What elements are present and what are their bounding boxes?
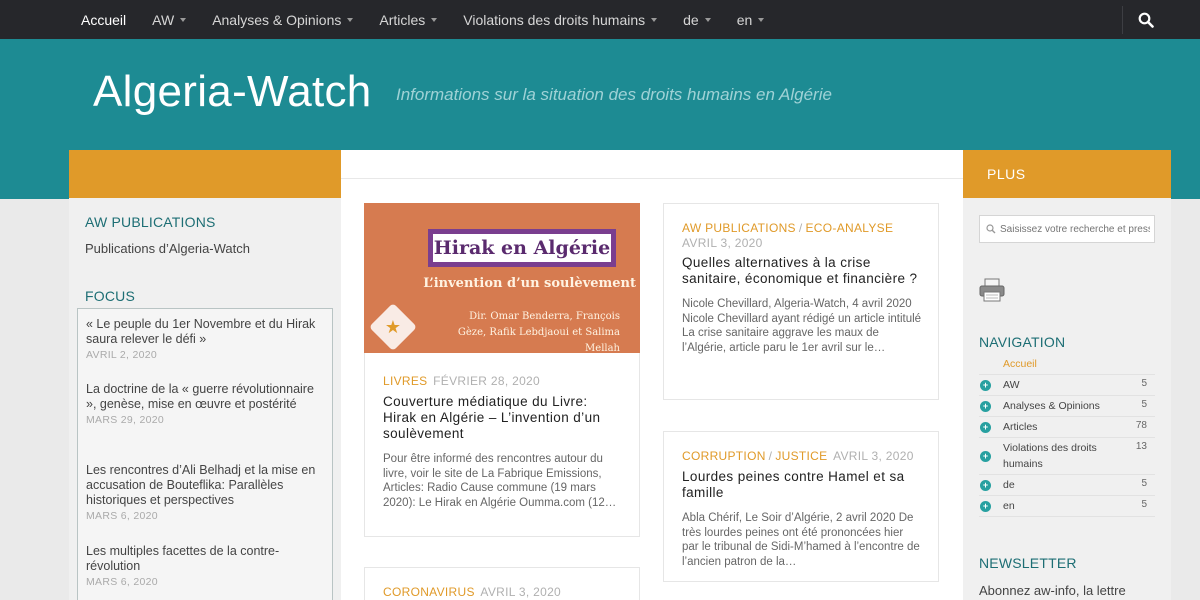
category-separator: / — [768, 449, 773, 463]
post-meta — [383, 585, 623, 599]
expand-plus-icon[interactable]: + — [980, 451, 991, 462]
expand-plus-icon[interactable]: + — [980, 380, 991, 391]
post-excerpt: Abla Chérif, Le Soir d’Algérie, 2 avril 2020 De très lourdes peines ont été prononcées hier par le tribunal de Sidi-M’hamed à l’encontre de l’ancien patron de la… — [682, 512, 920, 568]
search-icon — [986, 224, 996, 234]
featured-star-icon: ★ — [369, 303, 417, 351]
right-band — [963, 150, 1171, 198]
nav-menu — [0, 0, 777, 39]
post-excerpt: Pour être informé des rencontres autour du livre, voir le site de La Fabrique Emissions, Articles: Radio Cause commune (19 mars 2020): Le Hirak en Algérie Oumma.com (12… — [383, 453, 617, 509]
nav-list-count: 5 — [1141, 378, 1147, 389]
nav-divider — [1122, 6, 1123, 34]
nav-item-analyses[interactable] — [199, 0, 366, 39]
caret-down-icon — [758, 18, 764, 22]
nav-item-de[interactable] — [670, 0, 724, 39]
focus-list — [77, 308, 333, 600]
focus-item-date: AVRIL 2, 2020 — [86, 349, 158, 361]
post-thumbnail[interactable] — [364, 203, 640, 353]
top-navigation — [0, 0, 1200, 39]
publications-link[interactable]: Publications d’Algeria-Watch — [85, 241, 250, 256]
left-band — [69, 150, 341, 198]
search-input[interactable] — [1000, 224, 1150, 235]
nav-list-count: 5 — [1141, 499, 1147, 510]
post-title[interactable]: Lourdes peines contre Hamel et sa famille — [682, 469, 905, 500]
nav-item-label: de — [683, 11, 699, 28]
focus-item-date: MARS 6, 2020 — [86, 510, 158, 522]
post-date: AVRIL 3, 2020 — [480, 585, 562, 599]
thumbnail-subtitle: L’invention d’un soulèvement — [423, 276, 636, 291]
nav-list-item-aw[interactable] — [979, 375, 1155, 396]
left-sidebar — [69, 198, 341, 600]
nav-list-label[interactable]: Violations des droits humains — [1003, 442, 1097, 470]
expand-plus-icon[interactable]: + — [980, 422, 991, 433]
newsletter-text: Abonnez aw-info, la lettre — [979, 583, 1126, 598]
nav-list-label[interactable]: Accueil — [1003, 358, 1037, 370]
content-divider — [341, 178, 963, 179]
nav-list-label[interactable]: de — [1003, 479, 1015, 491]
focus-item-title[interactable]: « Le peuple du 1er Novembre et du Hirak saura relever le défi » — [86, 317, 316, 346]
focus-item[interactable] — [86, 544, 326, 588]
thumbnail-title: Hirak en Algérie — [433, 237, 611, 259]
right-sidebar — [963, 198, 1171, 600]
focus-item-date: MARS 29, 2020 — [86, 414, 165, 426]
nav-list-item-violations[interactable] — [979, 438, 1155, 475]
printer-icon-graphic — [979, 278, 1005, 302]
expand-plus-icon[interactable]: + — [980, 480, 991, 491]
nav-list-label[interactable]: en — [1003, 500, 1015, 512]
focus-title: FOCUS — [85, 288, 135, 304]
caret-down-icon — [180, 18, 186, 22]
nav-list-count: 78 — [1135, 420, 1147, 431]
nav-list-count: 5 — [1141, 478, 1147, 489]
caret-down-icon — [347, 18, 353, 22]
search-icon — [1138, 12, 1154, 28]
caret-down-icon — [431, 18, 437, 22]
focus-item-title[interactable]: Les multiples facettes de la contre-révolution — [86, 544, 280, 573]
nav-item-aw[interactable] — [139, 0, 199, 39]
thumbnail-authors: Dir. Omar Benderra, François Gèze, Rafik Lebdjaoui et Salima Mellah — [457, 311, 620, 353]
nav-list-count: 13 — [1135, 441, 1147, 452]
focus-item[interactable] — [86, 463, 326, 522]
post-category[interactable]: AW PUBLICATIONS — [682, 221, 796, 235]
post-body — [383, 374, 623, 510]
post-title[interactable]: Couverture médiatique du Livre: Hirak en Algérie – L’invention d’un soulèvement — [383, 394, 601, 441]
nav-list-count: 5 — [1141, 399, 1147, 410]
nav-list-label[interactable]: Analyses & Opinions — [1003, 400, 1100, 412]
nav-item-label: Articles — [379, 11, 426, 28]
post-category[interactable]: CORRUPTION — [682, 449, 766, 463]
focus-item[interactable] — [86, 317, 326, 361]
post-excerpt: Nicole Chevillard, Algeria-Watch, 4 avril 2020 Nicole Chevillard ayant rédigé un article intitulé La crise sanitaire aggrave les maux de l’Algérie, article paru le 1er avril sur le… — [682, 298, 922, 354]
nav-list-item-articles[interactable] — [979, 417, 1155, 438]
nav-item-label: AW — [152, 11, 175, 28]
post-card — [364, 567, 640, 600]
navigation-list — [979, 354, 1155, 517]
focus-item-title[interactable]: Les rencontres d’Ali Belhadj et la mise en accusation de Bouteflika: Parallèles historiques et perspectives — [86, 463, 316, 507]
nav-item-articles[interactable] — [366, 0, 450, 39]
site-tagline: Informations sur la situation des droits humains en Algérie — [396, 85, 832, 104]
caret-down-icon — [651, 18, 657, 22]
caret-down-icon — [705, 18, 711, 22]
search-field[interactable] — [979, 215, 1155, 243]
nav-list-item-analyses[interactable] — [979, 396, 1155, 417]
focus-item[interactable] — [86, 382, 326, 426]
post-date: AVRIL 3, 2020 — [833, 449, 914, 463]
category-separator: / — [798, 221, 803, 235]
post-card — [663, 431, 939, 582]
nav-item-label: Analyses & Opinions — [212, 11, 342, 28]
thumbnail-title-box — [428, 229, 616, 267]
post-body — [682, 221, 922, 355]
post-category[interactable]: ECO-ANALYSE — [805, 221, 894, 235]
nav-list-item-accueil[interactable] — [979, 354, 1155, 375]
aw-publications-title: AW PUBLICATIONS — [85, 214, 216, 230]
post-meta — [682, 221, 922, 235]
nav-list-item-en[interactable] — [979, 496, 1155, 517]
nav-item-label: Accueil — [81, 11, 127, 28]
expand-plus-icon[interactable]: + — [980, 401, 991, 412]
focus-item-title[interactable]: La doctrine de la « guerre révolutionnaire », genèse, mise en œuvre et postérité — [86, 382, 314, 411]
nav-item-label: en — [736, 11, 753, 28]
search-button[interactable] — [1128, 0, 1164, 39]
post-body — [383, 585, 623, 599]
post-date: AVRIL 3, 2020 — [682, 236, 763, 250]
nav-item-accueil[interactable] — [68, 0, 139, 39]
nav-item-en[interactable] — [724, 0, 778, 39]
nav-item-violations[interactable] — [450, 0, 670, 39]
nav-list-label[interactable]: AW — [1003, 379, 1020, 391]
post-meta — [682, 449, 922, 463]
post-date: FÉVRIER 28, 2020 — [433, 374, 540, 388]
nav-list-item-de[interactable] — [979, 475, 1155, 496]
post-category[interactable]: LIVRES — [383, 374, 428, 388]
post-body — [682, 449, 922, 569]
post-category[interactable]: CORONAVIRUS — [383, 585, 475, 599]
nav-list-label[interactable]: Articles — [1003, 421, 1038, 433]
post-title[interactable]: Quelles alternatives à la crise sanitaire, économique et financière ? — [682, 255, 918, 286]
newsletter-title: NEWSLETTER — [979, 555, 1077, 571]
navigation-title: NAVIGATION — [979, 334, 1066, 350]
focus-item-date: MARS 6, 2020 — [86, 576, 158, 588]
nav-item-label: Violations des droits humains — [463, 11, 646, 28]
site-title[interactable]: Algeria-Watch — [93, 67, 372, 116]
post-meta — [383, 374, 623, 388]
plus-label: PLUS — [987, 166, 1026, 182]
expand-plus-icon[interactable]: + — [980, 501, 991, 512]
post-card — [663, 203, 939, 400]
post-category[interactable]: JUSTICE — [775, 449, 828, 463]
printer-icon[interactable] — [979, 278, 1005, 302]
